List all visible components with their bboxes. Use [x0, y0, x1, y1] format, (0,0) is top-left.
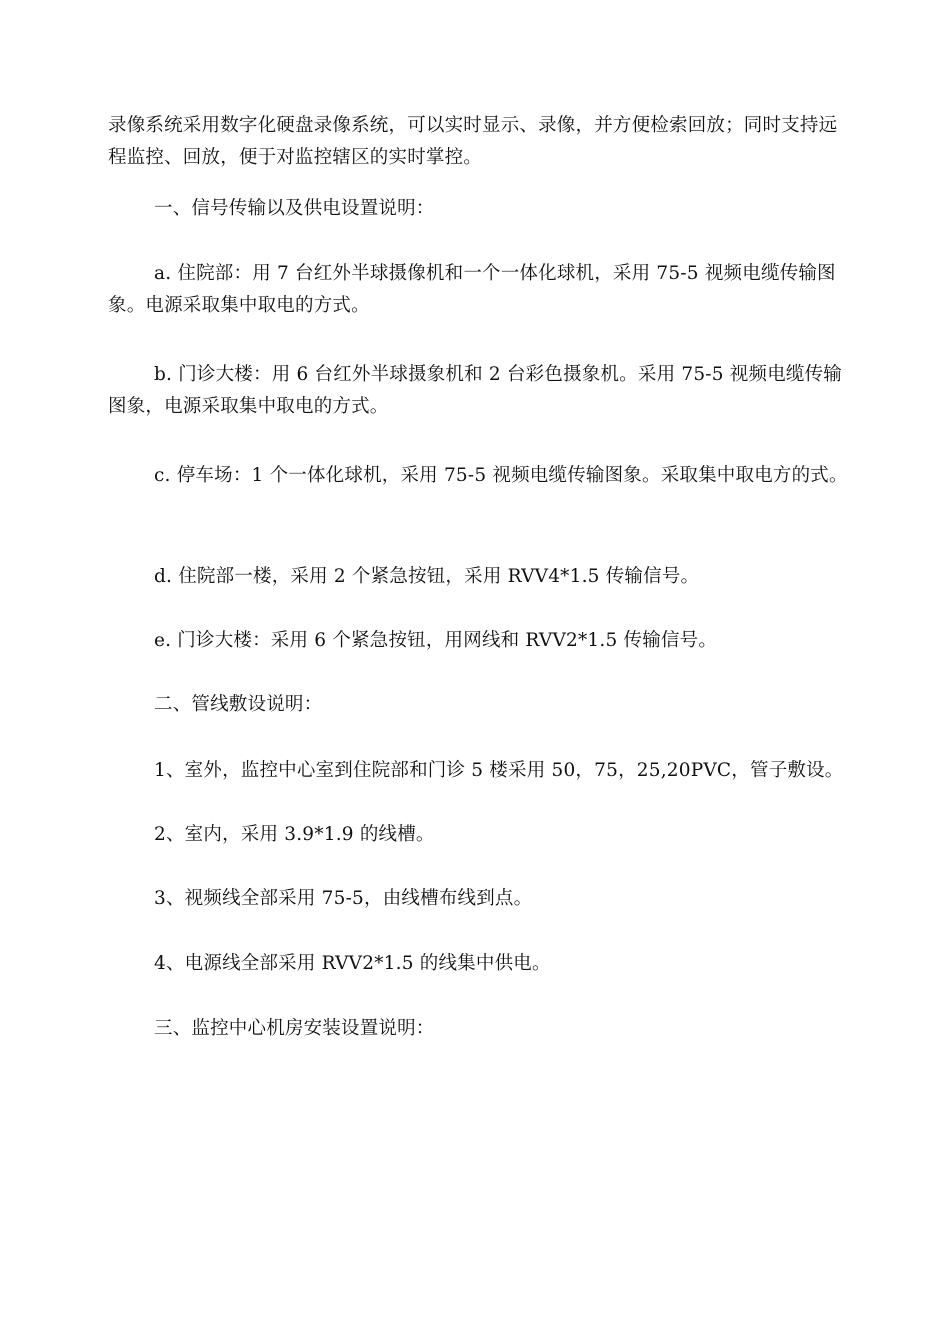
section-heading-control-room: 三、监控中心机房安装设置说明： — [154, 1018, 435, 1039]
item-a-inpatient: a. 住院部：用 7 台红外半球摄像机和一个一体化球机，采用 75-5 视频电缆传输图象。电源采取集中取电的方式。 — [108, 263, 836, 316]
cabling-item-2-indoor: 2、室内，采用 3.9*1.9 的线槽。 — [154, 824, 435, 845]
intro-paragraph: 录像系统采用数字化硬盘录像系统，可以实时显示、录像，并方便检索回放；同时支持远程监控、回放，便于对监控辖区的实时掌控。 — [108, 115, 838, 168]
section-heading-cabling: 二、管线敷设说明： — [154, 694, 323, 715]
cabling-item-4-power: 4、电源线全部采用 RVV2*1.5 的线集中供电。 — [154, 953, 551, 974]
item-b-outpatient: b. 门诊大楼：用 6 台红外半球摄象机和 2 台彩色摄象机。采用 75-5 视频电缆传输图象，电源采取集中取电的方式。 — [108, 364, 842, 417]
section-heading-signal-power: 一、信号传输以及供电设置说明： — [154, 198, 435, 219]
cabling-item-1-outdoor: 1、室外，监控中心室到住院部和门诊 5 楼采用 50，75，25,20PVC，管子敷设。 — [154, 760, 844, 781]
item-e-outpatient-buttons: e. 门诊大楼：采用 6 个紧急按钮，用网线和 RVV2*1.5 传输信号。 — [154, 630, 718, 651]
cabling-item-3-video: 3、视频线全部采用 75-5，由线槽布线到点。 — [154, 888, 533, 909]
item-c-parking: c. 停车场：1 个一体化球机，采用 75-5 视频电缆传输图象。采取集中取电方的式。 — [154, 465, 848, 486]
item-d-inpatient-first-floor: d. 住院部一楼，采用 2 个紧急按钮，采用 RVV4*1.5 传输信号。 — [154, 566, 700, 587]
